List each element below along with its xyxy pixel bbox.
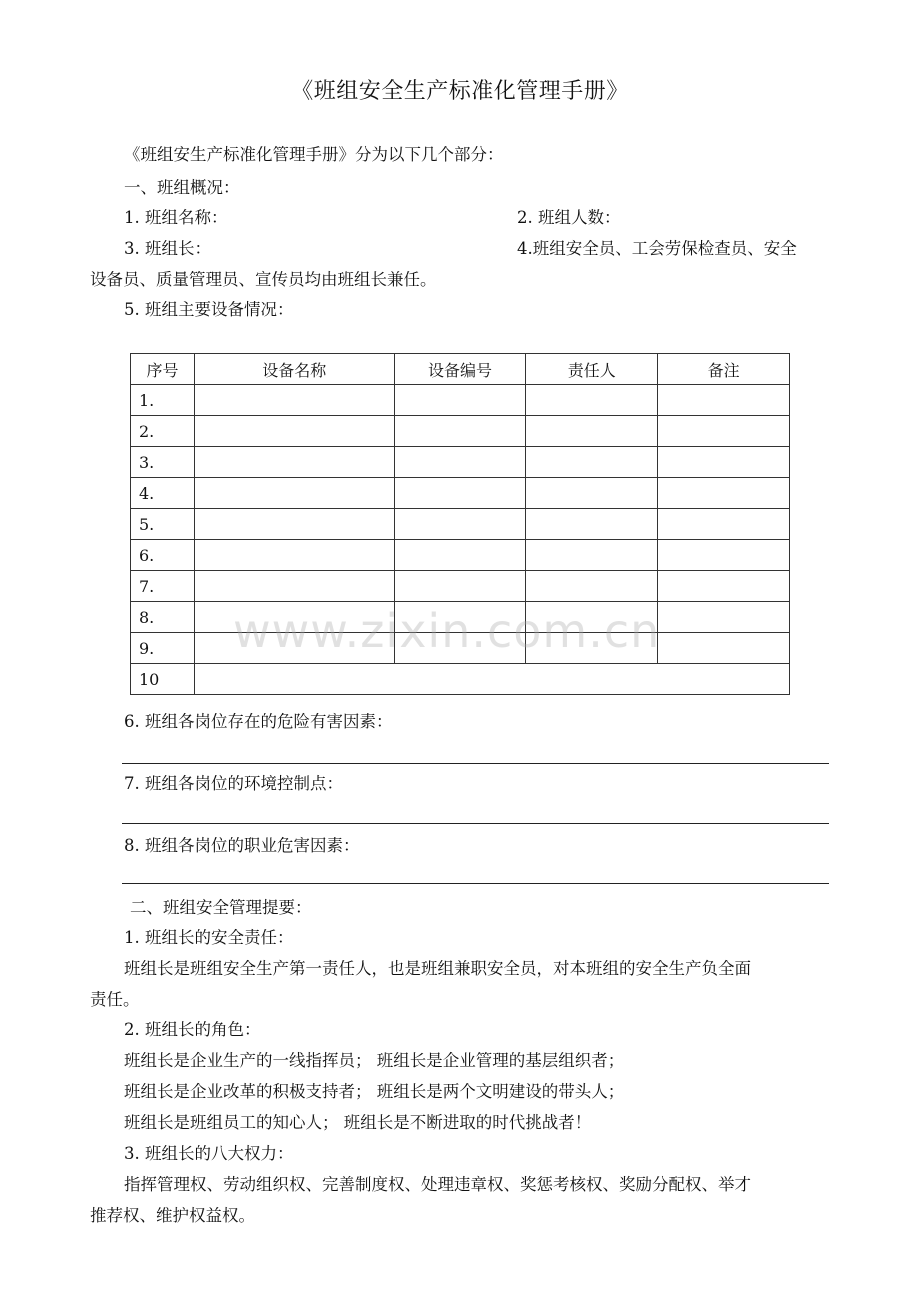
- team-size-label: 2. 班组人数：: [517, 208, 621, 227]
- leader-role-heading: 2. 班组长的角色：: [124, 1020, 261, 1039]
- table-cell: [526, 478, 658, 509]
- row-index: 9.: [131, 633, 195, 664]
- table-row: [131, 571, 790, 602]
- table-cell: [526, 633, 658, 664]
- watermark: www.zixin.com.cn: [233, 604, 661, 658]
- table-row: [131, 664, 790, 695]
- hazard-factors-label: 6. 班组各岗位存在的危险有害因素：: [124, 712, 393, 731]
- table-row: [131, 540, 790, 571]
- table-cell: [394, 509, 526, 540]
- occupational-hazard-label: 8. 班组各岗位的职业危害因素：: [124, 836, 360, 855]
- table-row: [131, 478, 790, 509]
- table-cell: [394, 633, 526, 664]
- table-cell: [526, 385, 658, 416]
- team-name-label: 1. 班组名称：: [124, 208, 228, 227]
- table-cell: [658, 602, 790, 633]
- blank-line-occupational: [122, 883, 829, 884]
- leader-responsibility-text-b: 责任。: [90, 990, 140, 1009]
- table-cell: [526, 416, 658, 447]
- table-cell: [658, 633, 790, 664]
- table-row: [131, 509, 790, 540]
- table-cell: [394, 602, 526, 633]
- table-cell: [194, 602, 394, 633]
- environment-control-label: 7. 班组各岗位的环境控制点：: [124, 774, 343, 793]
- table-cell: [394, 571, 526, 602]
- row-index: 2.: [131, 416, 195, 447]
- table-cell: [526, 571, 658, 602]
- row-index: 7.: [131, 571, 195, 602]
- row-index: 1.: [131, 385, 195, 416]
- table-cell: [394, 385, 526, 416]
- table-cell: [658, 571, 790, 602]
- table-row: [131, 633, 790, 664]
- leader-powers-text-a: 指挥管理权、劳动组织权、完善制度权、处理违章权、奖惩考核权、奖励分配权、举才: [124, 1175, 751, 1194]
- column-header-responsible: 责任人: [526, 354, 658, 385]
- table-header-row: [131, 354, 790, 385]
- table-cell: [526, 447, 658, 478]
- table-cell: [394, 478, 526, 509]
- leader-role-line-1: 班组长是企业生产的一线指挥员； 班组长是企业管理的基层组织者；: [124, 1051, 625, 1070]
- table-cell: [658, 447, 790, 478]
- table-cell: [394, 416, 526, 447]
- blank-line-environment: [122, 823, 829, 824]
- row-index: 6.: [131, 540, 195, 571]
- table-cell: [194, 509, 394, 540]
- table-cell: [194, 540, 394, 571]
- leader-powers-text-b: 推荐权、维护权益权。: [90, 1206, 255, 1225]
- table-cell: [394, 447, 526, 478]
- row-index: 4.: [131, 478, 195, 509]
- table-cell: [526, 602, 658, 633]
- section2-heading: 二、班组安全管理提要：: [130, 898, 312, 917]
- equipment-heading: 5. 班组主要设备情况：: [124, 300, 294, 319]
- column-header-equipment-name: 设备名称: [194, 354, 394, 385]
- table-cell: [194, 478, 394, 509]
- column-header-equipment-number: 设备编号: [394, 354, 526, 385]
- table-cell: [394, 540, 526, 571]
- leader-role-line-2: 班组长是企业改革的积极支持者； 班组长是两个文明建设的带头人；: [124, 1082, 625, 1101]
- table-cell: [194, 571, 394, 602]
- column-header-remarks: 备注: [658, 354, 790, 385]
- row-index: 8.: [131, 602, 195, 633]
- leader-role-line-3: 班组长是班组员工的知心人； 班组长是不断进取的时代挑战者！: [124, 1113, 592, 1132]
- table-cell: [194, 416, 394, 447]
- section1-heading: 一、班组概况：: [124, 178, 240, 197]
- table-cell: [194, 633, 394, 664]
- concurrent-roles-text-b: 设备员、质量管理员、宣传员均由班组长兼任。: [90, 270, 437, 289]
- blank-line-hazards: [122, 763, 829, 764]
- table-row: [131, 416, 790, 447]
- table-row: [131, 385, 790, 416]
- table-cell: [658, 416, 790, 447]
- row-index: 5.: [131, 509, 195, 540]
- column-header-seq: 序号: [131, 354, 195, 385]
- table-cell: [526, 540, 658, 571]
- table-row: [131, 447, 790, 478]
- table-cell: [658, 478, 790, 509]
- leader-powers-heading: 3. 班组长的八大权力：: [124, 1144, 294, 1163]
- table-cell: [658, 540, 790, 571]
- table-cell: [194, 447, 394, 478]
- leader-responsibility-text-a: 班组长是班组安全生产第一责任人，也是班组兼职安全员，对本班组的安全生产负全面: [124, 959, 751, 978]
- team-leader-label: 3. 班组长：: [124, 239, 211, 258]
- table-row: [131, 602, 790, 633]
- document-title: 《班组安全生产标准化管理手册》: [291, 79, 629, 104]
- table-cell: [658, 509, 790, 540]
- table-cell-merged: [194, 664, 789, 695]
- equipment-table: [130, 353, 790, 695]
- table-cell: [658, 385, 790, 416]
- concurrent-roles-text-a: 4.班组安全员、工会劳保检查员、安全: [517, 239, 797, 258]
- leader-responsibility-heading: 1. 班组长的安全责任：: [124, 928, 294, 947]
- row-index: 10: [131, 664, 195, 695]
- table-cell: [526, 509, 658, 540]
- row-index: 3.: [131, 447, 195, 478]
- intro-paragraph: 《班组安生产标准化管理手册》分为以下几个部分：: [124, 145, 504, 164]
- table-cell: [194, 385, 394, 416]
